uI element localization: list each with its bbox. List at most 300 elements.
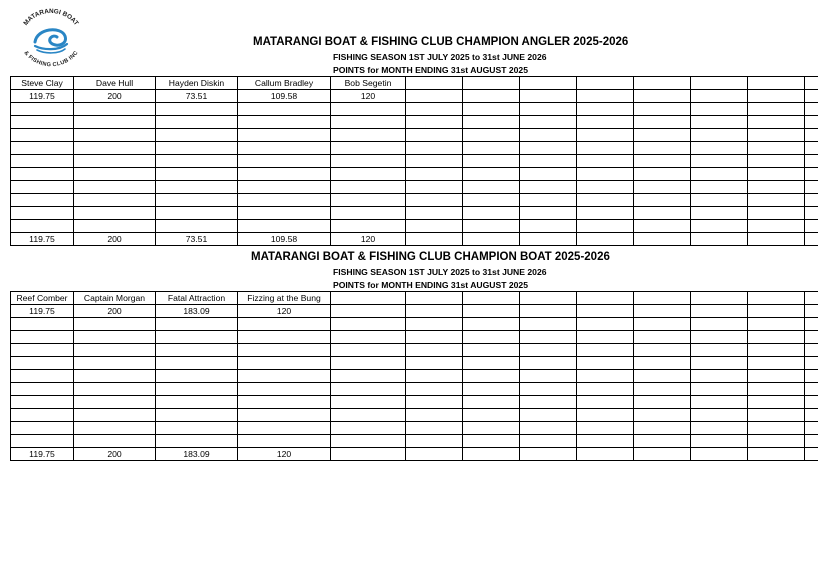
score-cell [805,90,818,103]
score-cell [691,305,748,318]
blank-cell [463,207,520,220]
header-cell [463,292,520,305]
blank-cell [74,207,156,220]
blank-cell [520,194,577,207]
blank-cell [238,220,331,233]
header-cell: Captain Morgan [74,292,156,305]
blank-cell [805,396,818,409]
blank-cell [691,155,748,168]
blank-cell [331,129,406,142]
blank-cell [634,422,691,435]
blank-cell [634,396,691,409]
total-cell [691,233,748,246]
blank-cell [11,318,74,331]
boat-table [10,291,818,461]
blank-cell [577,331,634,344]
blank-cell [74,168,156,181]
blank-cell [805,331,818,344]
blank-cell [238,331,331,344]
blank-row [11,435,818,448]
blank-cell [805,142,818,155]
blank-cell [691,318,748,331]
blank-cell [463,155,520,168]
blank-cell [331,207,406,220]
score-cell [331,305,406,318]
blank-cell [331,116,406,129]
blank-cell [406,194,463,207]
header-row [11,292,818,305]
blank-cell [463,103,520,116]
blank-cell [406,318,463,331]
blank-cell [11,220,74,233]
blank-cell [238,168,331,181]
blank-cell [748,155,805,168]
blank-row [11,409,818,422]
blank-row [11,116,818,129]
blank-cell [691,396,748,409]
blank-cell [406,383,463,396]
blank-cell [577,409,634,422]
blank-cell [406,357,463,370]
header-cell: Callum Bradley [238,77,331,90]
header-cell [520,292,577,305]
blank-cell [156,383,238,396]
blank-cell [520,331,577,344]
blank-cell [331,142,406,155]
blank-cell [331,318,406,331]
blank-row [11,155,818,168]
blank-row [11,129,818,142]
blank-cell [748,181,805,194]
blank-cell [74,142,156,155]
total-cell [463,233,520,246]
blank-cell [238,344,331,357]
blank-cell [520,318,577,331]
score-cell: 120 [331,90,406,103]
blank-cell [691,435,748,448]
blank-cell [406,168,463,181]
blank-cell [805,207,818,220]
blank-cell [634,116,691,129]
blank-cell [11,194,74,207]
blank-cell [691,207,748,220]
blank-cell [74,116,156,129]
blank-cell [156,220,238,233]
blank-cell [634,383,691,396]
blank-cell [406,103,463,116]
score-row [11,305,818,318]
header-cell [805,77,818,90]
total-cell [634,233,691,246]
blank-cell [691,129,748,142]
blank-cell [331,181,406,194]
header-cell [406,292,463,305]
blank-cell [520,116,577,129]
blank-cell [748,318,805,331]
blank-cell [238,116,331,129]
blank-cell [11,116,74,129]
blank-cell [805,344,818,357]
blank-cell [463,331,520,344]
blank-cell [691,370,748,383]
blank-cell [520,344,577,357]
blank-cell [331,422,406,435]
blank-cell [331,344,406,357]
total-cell: 120 [331,233,406,246]
blank-cell [805,422,818,435]
blank-cell [238,370,331,383]
total-cell [691,448,748,461]
blank-cell [748,220,805,233]
total-row [11,448,818,461]
blank-cell [11,435,74,448]
blank-row [11,344,818,357]
blank-cell [691,357,748,370]
blank-cell [406,409,463,422]
score-cell [520,305,577,318]
blank-cell [520,357,577,370]
blank-cell [74,129,156,142]
blank-cell [74,344,156,357]
blank-cell [577,318,634,331]
blank-cell [74,370,156,383]
total-cell: 200 [74,233,156,246]
blank-cell [331,194,406,207]
blank-cell [156,181,238,194]
blank-cell [577,383,634,396]
score-cell: 73.51 [156,90,238,103]
header-cell [691,292,748,305]
blank-cell [406,155,463,168]
score-cell: 200 [74,305,156,318]
blank-cell [748,383,805,396]
blank-cell [748,103,805,116]
blank-cell [520,383,577,396]
blank-cell [463,409,520,422]
score-cell [520,90,577,103]
blank-cell [748,194,805,207]
score-cell: 109.58 [238,90,331,103]
blank-row [11,194,818,207]
total-cell [577,233,634,246]
blank-cell [634,207,691,220]
blank-row [11,357,818,370]
blank-cell [463,396,520,409]
blank-cell [74,409,156,422]
blank-cell [238,155,331,168]
total-cell: 120 [238,448,331,461]
blank-cell [156,318,238,331]
blank-cell [805,181,818,194]
blank-cell [805,370,818,383]
blank-cell [331,220,406,233]
blank-row [11,168,818,181]
total-cell [577,448,634,461]
blank-cell [331,331,406,344]
blank-cell [238,129,331,142]
blank-row [11,422,818,435]
blank-cell [238,435,331,448]
blank-cell [577,207,634,220]
blank-cell [691,181,748,194]
blank-cell [11,103,74,116]
blank-cell [463,435,520,448]
blank-cell [74,331,156,344]
blank-cell [11,370,74,383]
blank-cell [331,383,406,396]
angler-title: MATARANGI BOAT & FISHING CLUB CHAMPION ANGLER 2025-2026 [253,36,629,48]
blank-cell [520,129,577,142]
blank-cell [691,344,748,357]
blank-cell [11,142,74,155]
blank-cell [805,116,818,129]
blank-cell [634,331,691,344]
blank-cell [156,396,238,409]
blank-cell [463,422,520,435]
blank-cell [577,142,634,155]
blank-cell [463,129,520,142]
blank-cell [805,155,818,168]
blank-cell [805,383,818,396]
blank-cell [634,181,691,194]
blank-cell [463,344,520,357]
logo-bottom-text: & FISHING CLUB INC [22,50,80,68]
blank-cell [74,103,156,116]
header-cell [331,292,406,305]
blank-cell [238,142,331,155]
blank-cell [74,396,156,409]
blank-cell [805,129,818,142]
blank-cell [805,194,818,207]
score-cell: 120 [238,305,331,318]
blank-row [11,181,818,194]
total-cell [406,233,463,246]
blank-cell [11,168,74,181]
blank-cell [805,168,818,181]
boat-points-period: POINTS for MONTH ENDING 31st AUGUST 2025 [333,280,528,290]
score-cell [748,305,805,318]
score-cell [577,90,634,103]
score-cell [634,90,691,103]
blank-cell [156,207,238,220]
blank-cell [634,194,691,207]
header-cell: Dave Hull [74,77,156,90]
blank-cell [11,331,74,344]
blank-cell [463,220,520,233]
header-cell: Hayden Diskin [156,77,238,90]
blank-cell [520,142,577,155]
header-cell [748,77,805,90]
logo-top-text: MATARANGI BOAT [22,7,80,27]
blank-cell [520,155,577,168]
svg-text:MATARANGI BOAT [22,8,79,27]
blank-cell [463,142,520,155]
blank-cell [748,409,805,422]
blank-cell [805,357,818,370]
blank-cell [331,103,406,116]
blank-cell [238,318,331,331]
blank-cell [577,155,634,168]
blank-cell [748,435,805,448]
blank-cell [156,194,238,207]
blank-cell [406,142,463,155]
blank-cell [156,422,238,435]
score-cell [406,90,463,103]
score-cell: 119.75 [11,305,74,318]
total-cell [805,448,818,461]
blank-cell [577,129,634,142]
blank-row [11,103,818,116]
blank-cell [691,142,748,155]
score-cell [748,90,805,103]
blank-cell [406,207,463,220]
blank-cell [748,344,805,357]
blank-cell [748,116,805,129]
blank-cell [406,422,463,435]
header-cell [577,77,634,90]
blank-cell [11,207,74,220]
blank-row [11,142,818,155]
header-cell: Fizzing at the Bung [238,292,331,305]
total-cell [331,448,406,461]
blank-cell [577,168,634,181]
blank-cell [11,181,74,194]
blank-cell [520,370,577,383]
blank-cell [331,396,406,409]
blank-cell [331,357,406,370]
blank-cell [691,116,748,129]
blank-cell [463,318,520,331]
blank-cell [156,155,238,168]
blank-cell [156,103,238,116]
blank-row [11,370,818,383]
blank-cell [748,142,805,155]
total-cell: 73.51 [156,233,238,246]
angler-season: FISHING SEASON 1ST JULY 2025 to 31st JUNE 2026 [333,52,547,62]
blank-cell [11,155,74,168]
blank-cell [691,220,748,233]
blank-cell [238,181,331,194]
blank-cell [463,116,520,129]
blank-cell [520,422,577,435]
score-cell [406,305,463,318]
blank-cell [520,396,577,409]
blank-cell [748,168,805,181]
blank-cell [156,344,238,357]
blank-cell [331,168,406,181]
score-cell [634,305,691,318]
total-cell: 109.58 [238,233,331,246]
blank-row [11,318,818,331]
score-cell: 200 [74,90,156,103]
blank-cell [520,435,577,448]
header-cell: Fatal Attraction [156,292,238,305]
header-cell [805,292,818,305]
blank-cell [634,370,691,383]
blank-cell [406,396,463,409]
boat-title: MATARANGI BOAT & FISHING CLUB CHAMPION BOAT 2025-2026 [251,251,610,263]
blank-cell [463,181,520,194]
blank-cell [634,409,691,422]
blank-cell [577,396,634,409]
blank-cell [74,422,156,435]
blank-cell [406,181,463,194]
blank-cell [406,331,463,344]
blank-cell [520,103,577,116]
blank-cell [156,370,238,383]
blank-cell [11,422,74,435]
blank-cell [156,409,238,422]
header-cell [634,292,691,305]
header-cell: Steve Clay [11,77,74,90]
total-cell [520,233,577,246]
blank-cell [406,344,463,357]
angler-points-period: POINTS for MONTH ENDING 31st AUGUST 2025 [333,65,528,75]
blank-cell [406,435,463,448]
blank-cell [463,357,520,370]
blank-cell [74,318,156,331]
blank-cell [691,103,748,116]
blank-cell [748,129,805,142]
blank-cell [634,168,691,181]
blank-cell [805,435,818,448]
blank-cell [634,357,691,370]
blank-cell [805,220,818,233]
blank-cell [463,194,520,207]
total-cell [520,448,577,461]
blank-cell [691,194,748,207]
header-cell [691,77,748,90]
blank-cell [577,181,634,194]
score-cell: 119.75 [11,90,74,103]
blank-cell [463,383,520,396]
score-cell [577,305,634,318]
blank-cell [634,103,691,116]
blank-row [11,396,818,409]
header-cell [577,292,634,305]
blank-cell [520,207,577,220]
boat-season: FISHING SEASON 1ST JULY 2025 to 31st JUNE 2026 [333,267,547,277]
blank-cell [11,383,74,396]
header-cell [463,77,520,90]
angler-table [10,76,818,246]
blank-cell [577,422,634,435]
blank-cell [634,155,691,168]
total-cell [634,448,691,461]
blank-cell [238,396,331,409]
blank-cell [331,435,406,448]
blank-cell [748,331,805,344]
blank-cell [577,344,634,357]
blank-cell [156,168,238,181]
blank-cell [238,383,331,396]
blank-row [11,383,818,396]
score-cell [691,90,748,103]
header-cell: Bob Segetin [331,77,406,90]
blank-cell [238,409,331,422]
total-cell [748,448,805,461]
blank-cell [406,220,463,233]
blank-cell [805,409,818,422]
blank-cell [11,396,74,409]
blank-cell [11,409,74,422]
header-cell [520,77,577,90]
blank-cell [577,435,634,448]
score-cell: 183.09 [156,305,238,318]
blank-cell [634,142,691,155]
blank-cell [520,220,577,233]
header-cell [406,77,463,90]
